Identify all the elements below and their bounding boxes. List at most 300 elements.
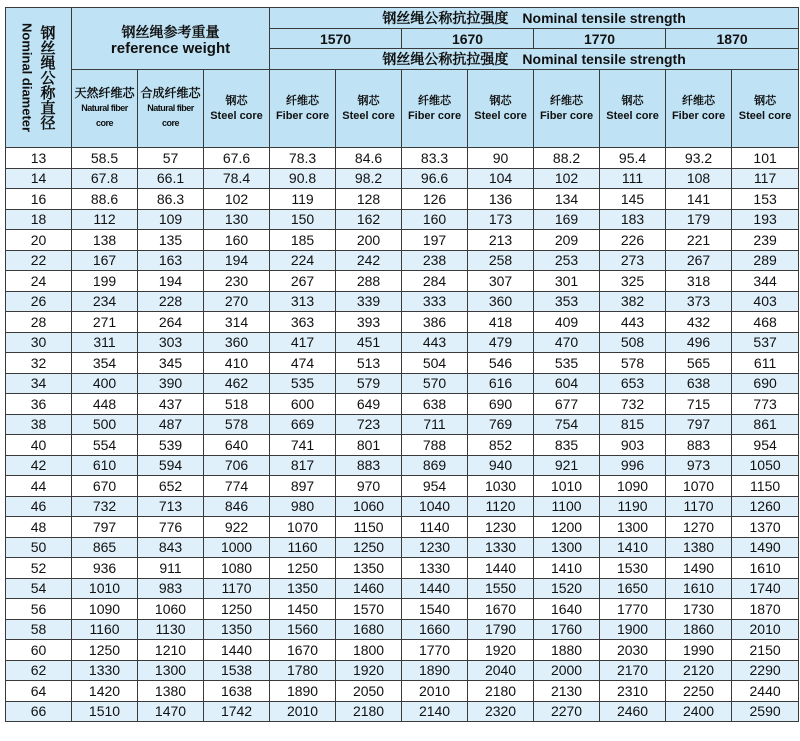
value-cell: 1120 [468,496,534,517]
value-cell: 288 [336,271,402,292]
value-cell: 1570 [336,599,402,620]
value-cell: 797 [72,517,138,538]
value-cell: 270 [204,291,270,312]
value-cell: 980 [270,496,336,517]
value-cell: 797 [666,414,732,435]
value-cell: 1160 [270,537,336,558]
table-row [6,517,799,538]
diameter-en-label: Nominal diameter [19,22,35,133]
value-cell: 209 [534,230,600,251]
value-cell: 58.5 [72,148,138,169]
value-cell: 1210 [138,640,204,661]
value-cell: 852 [468,435,534,456]
value-cell: 1460 [336,578,402,599]
value-cell: 199 [72,271,138,292]
value-cell: 314 [204,312,270,333]
diameter-cell: 22 [6,250,72,271]
value-cell: 1610 [732,558,799,579]
value-cell: 535 [534,353,600,374]
value-cell: 846 [204,496,270,517]
table-row [6,168,799,189]
value-cell: 238 [402,250,468,271]
value-cell: 713 [138,496,204,517]
value-cell: 579 [336,373,402,394]
diameter-cell: 30 [6,332,72,353]
value-cell: 578 [600,353,666,374]
table-row [6,476,799,497]
value-cell: 869 [402,455,468,476]
value-cell: 1250 [204,599,270,620]
value-cell: 1370 [732,517,799,538]
value-cell: 1160 [72,619,138,640]
table-row [6,353,799,374]
diameter-cell: 40 [6,435,72,456]
value-cell: 954 [402,476,468,497]
value-cell: 600 [270,394,336,415]
value-cell: 1510 [72,701,138,722]
value-cell: 2310 [600,681,666,702]
fiber-core-header-1570 [270,70,336,148]
value-cell: 1900 [600,619,666,640]
steel-core-header-1670 [468,70,534,148]
value-cell: 160 [204,230,270,251]
diameter-cell: 48 [6,517,72,538]
value-cell: 88.6 [72,189,138,210]
value-cell: 273 [600,250,666,271]
table-row [6,230,799,251]
value-cell: 903 [600,435,666,456]
table-row [6,537,799,558]
natural-fiber-en: Natural fiber core [81,103,128,128]
value-cell: 303 [138,332,204,353]
value-cell: 1350 [270,578,336,599]
table-row [6,414,799,435]
diameter-cell: 32 [6,353,72,374]
value-cell: 1140 [402,517,468,538]
table-row [6,394,799,415]
value-cell: 711 [402,414,468,435]
value-cell: 1410 [534,558,600,579]
value-cell: 2590 [732,701,799,722]
steel-cn: 钢芯 [754,94,777,107]
value-cell: 230 [204,271,270,292]
value-cell: 936 [72,558,138,579]
value-cell: 1300 [534,537,600,558]
value-cell: 160 [402,209,468,230]
value-cell: 537 [732,332,799,353]
diameter-cell: 16 [6,189,72,210]
value-cell: 1760 [534,619,600,640]
reference-weight-header [72,8,270,70]
value-cell: 1100 [534,496,600,517]
value-cell: 128 [336,189,402,210]
fiber-en: Fiber core [671,109,726,122]
value-cell: 1450 [270,599,336,620]
value-cell: 669 [270,414,336,435]
diameter-cell: 66 [6,701,72,722]
table-row [6,148,799,169]
value-cell: 228 [138,291,204,312]
value-cell: 267 [270,271,336,292]
value-cell: 1560 [270,619,336,640]
value-cell: 409 [534,312,600,333]
value-cell: 1090 [600,476,666,497]
value-cell: 84.6 [336,148,402,169]
value-cell: 145 [600,189,666,210]
steel-en: Steel core [606,109,659,122]
value-cell: 90 [468,148,534,169]
value-cell: 954 [732,435,799,456]
value-cell: 242 [336,250,402,271]
value-cell: 226 [600,230,666,251]
value-cell: 194 [138,271,204,292]
value-cell: 1790 [468,619,534,640]
value-cell: 267 [666,250,732,271]
value-cell: 271 [72,312,138,333]
synthetic-fiber-en: Natural fiber core [147,103,194,128]
value-cell: 183 [600,209,666,230]
value-cell: 417 [270,332,336,353]
value-cell: 640 [204,435,270,456]
value-cell: 432 [666,312,732,333]
value-cell: 983 [138,578,204,599]
value-cell: 135 [138,230,204,251]
value-cell: 1230 [402,537,468,558]
value-cell: 67.8 [72,168,138,189]
steel-en: Steel core [738,109,792,122]
fiber-core-header-1870 [666,70,732,148]
value-cell: 1520 [534,578,600,599]
value-cell: 403 [732,291,799,312]
diameter-cell: 58 [6,619,72,640]
value-cell: 815 [600,414,666,435]
value-cell: 487 [138,414,204,435]
tensile-strength-header: 钢丝绳公称抗拉强度 Nominal tensile strength [270,8,799,29]
value-cell: 318 [666,271,732,292]
value-cell: 1670 [468,599,534,620]
diameter-cell: 36 [6,394,72,415]
value-cell: 1920 [336,660,402,681]
table-row [6,435,799,456]
value-cell: 1330 [402,558,468,579]
value-cell: 817 [270,455,336,476]
value-cell: 865 [72,537,138,558]
value-cell: 1350 [204,619,270,640]
value-cell: 141 [666,189,732,210]
value-cell: 801 [336,435,402,456]
value-cell: 325 [600,271,666,292]
value-cell: 451 [336,332,402,353]
value-cell: 706 [204,455,270,476]
value-cell: 2130 [534,681,600,702]
value-cell: 1470 [138,701,204,722]
value-cell: 835 [534,435,600,456]
fiber-en: Fiber core [539,109,594,122]
value-cell: 311 [72,332,138,353]
value-cell: 57 [138,148,204,169]
fiber-cn: 纤维芯 [550,94,584,107]
value-cell: 253 [534,250,600,271]
synthetic-fiber-core-header [138,70,204,148]
value-cell: 1660 [402,619,468,640]
value-cell: 83.3 [402,148,468,169]
value-cell: 1150 [732,476,799,497]
value-cell: 108 [666,168,732,189]
value-cell: 715 [666,394,732,415]
value-cell: 193 [732,209,799,230]
value-cell: 535 [270,373,336,394]
value-cell: 1300 [138,660,204,681]
value-cell: 2030 [600,640,666,661]
value-cell: 462 [204,373,270,394]
value-cell: 741 [270,435,336,456]
value-cell: 90.8 [270,168,336,189]
value-cell: 78.4 [204,168,270,189]
value-cell: 911 [138,558,204,579]
value-cell: 604 [534,373,600,394]
table-row [6,619,799,640]
table-row [6,250,799,271]
value-cell: 2180 [336,701,402,722]
value-cell: 200 [336,230,402,251]
value-cell: 776 [138,517,204,538]
value-cell: 284 [402,271,468,292]
value-cell: 611 [732,353,799,374]
value-cell: 1420 [72,681,138,702]
value-cell: 1870 [732,599,799,620]
value-cell: 565 [666,353,732,374]
value-cell: 1010 [72,578,138,599]
value-cell: 2320 [468,701,534,722]
value-cell: 732 [600,394,666,415]
value-cell: 1230 [468,517,534,538]
value-cell: 393 [336,312,402,333]
value-cell: 167 [72,250,138,271]
weight-en-label: reference weight [110,39,231,57]
value-cell: 339 [336,291,402,312]
steel-cn: 钢芯 [621,94,644,107]
value-cell: 101 [732,148,799,169]
value-cell: 1860 [666,619,732,640]
diameter-cell: 44 [6,476,72,497]
diameter-cell: 60 [6,640,72,661]
value-cell: 1060 [336,496,402,517]
value-cell: 169 [534,209,600,230]
value-cell: 690 [468,394,534,415]
value-cell: 1030 [468,476,534,497]
value-cell: 690 [732,373,799,394]
value-cell: 578 [204,414,270,435]
table-row [6,455,799,476]
value-cell: 109 [138,209,204,230]
value-cell: 883 [336,455,402,476]
value-cell: 546 [468,353,534,374]
wire-rope-weight-strength-table [5,7,799,722]
value-cell: 102 [204,189,270,210]
table-row [6,373,799,394]
table-row [6,681,799,702]
value-cell: 1150 [336,517,402,538]
value-cell: 897 [270,476,336,497]
fiber-core-header-1670 [402,70,468,148]
value-cell: 443 [402,332,468,353]
value-cell: 1540 [402,599,468,620]
value-cell: 1440 [468,558,534,579]
value-cell: 2010 [402,681,468,702]
value-cell: 554 [72,435,138,456]
value-cell: 2270 [534,701,600,722]
value-cell: 185 [270,230,336,251]
value-cell: 1250 [72,640,138,661]
value-cell: 973 [666,455,732,476]
fiber-cn: 纤维芯 [286,94,320,107]
fiber-cn: 纤维芯 [682,94,716,107]
value-cell: 1200 [534,517,600,538]
table-row [6,271,799,292]
steel-cn: 钢芯 [489,94,512,107]
table-row [6,701,799,722]
value-cell: 2400 [666,701,732,722]
value-cell: 2180 [468,681,534,702]
value-cell: 1730 [666,599,732,620]
table-row [6,578,799,599]
value-cell: 1190 [600,496,666,517]
value-cell: 150 [270,209,336,230]
diameter-cell: 42 [6,455,72,476]
steel-core-header [204,70,270,148]
diameter-cell: 62 [6,660,72,681]
value-cell: 769 [468,414,534,435]
value-cell: 1440 [204,640,270,661]
table-row [6,291,799,312]
value-cell: 1000 [204,537,270,558]
value-cell: 2140 [402,701,468,722]
value-cell: 360 [468,291,534,312]
fiber-cn: 纤维芯 [418,94,452,107]
value-cell: 1060 [138,599,204,620]
value-cell: 1740 [732,578,799,599]
value-cell: 289 [732,250,799,271]
value-cell: 670 [72,476,138,497]
steel-en: Steel core [210,109,263,122]
value-cell: 774 [204,476,270,497]
value-cell: 363 [270,312,336,333]
value-cell: 1890 [402,660,468,681]
value-cell: 843 [138,537,204,558]
value-cell: 134 [534,189,600,210]
value-cell: 1380 [666,537,732,558]
value-cell: 1490 [666,558,732,579]
diameter-cell: 24 [6,271,72,292]
value-cell: 1380 [138,681,204,702]
value-cell: 1300 [600,517,666,538]
value-cell: 1270 [666,517,732,538]
value-cell: 136 [468,189,534,210]
value-cell: 2120 [666,660,732,681]
value-cell: 513 [336,353,402,374]
value-cell: 173 [468,209,534,230]
steel-cn: 钢芯 [225,94,248,107]
value-cell: 504 [402,353,468,374]
table-row [6,189,799,210]
value-cell: 138 [72,230,138,251]
value-cell: 400 [72,373,138,394]
value-cell: 1170 [666,496,732,517]
value-cell: 111 [600,168,666,189]
diameter-cell: 38 [6,414,72,435]
steel-core-header-1870 [732,70,799,148]
value-cell: 2150 [732,640,799,661]
value-cell: 117 [732,168,799,189]
value-cell: 213 [468,230,534,251]
value-cell: 470 [534,332,600,353]
diameter-cell: 46 [6,496,72,517]
fiber-en: Fiber core [407,109,462,122]
value-cell: 112 [72,209,138,230]
value-cell: 940 [468,455,534,476]
value-cell: 126 [402,189,468,210]
natural-fiber-core-header [72,70,138,148]
table-body [6,148,799,722]
table-row [6,496,799,517]
value-cell: 1550 [468,578,534,599]
value-cell: 1742 [204,701,270,722]
value-cell: 1010 [534,476,600,497]
value-cell: 2460 [600,701,666,722]
value-cell: 539 [138,435,204,456]
value-cell: 1050 [732,455,799,476]
value-cell: 788 [402,435,468,456]
fiber-core-header-1770 [534,70,600,148]
value-cell: 418 [468,312,534,333]
value-cell: 333 [402,291,468,312]
value-cell: 373 [666,291,732,312]
value-cell: 732 [72,496,138,517]
diameter-cell: 26 [6,291,72,312]
value-cell: 1490 [732,537,799,558]
value-cell: 95.4 [600,148,666,169]
diameter-cell: 14 [6,168,72,189]
value-cell: 1670 [270,640,336,661]
value-cell: 1130 [138,619,204,640]
value-cell: 2440 [732,681,799,702]
value-cell: 163 [138,250,204,271]
value-cell: 638 [666,373,732,394]
value-cell: 861 [732,414,799,435]
diameter-cell: 54 [6,578,72,599]
value-cell: 2050 [336,681,402,702]
diameter-cell: 20 [6,230,72,251]
value-cell: 1250 [336,537,402,558]
value-cell: 638 [402,394,468,415]
value-cell: 883 [666,435,732,456]
diameter-cell: 18 [6,209,72,230]
grade-1670: 1670 [402,29,534,49]
grade-1570: 1570 [270,29,402,49]
value-cell: 354 [72,353,138,374]
value-cell: 224 [270,250,336,271]
value-cell: 2010 [270,701,336,722]
table-row [6,599,799,620]
diameter-cell: 28 [6,312,72,333]
table-row [6,332,799,353]
value-cell: 1780 [270,660,336,681]
value-cell: 130 [204,209,270,230]
value-cell: 301 [534,271,600,292]
value-cell: 102 [534,168,600,189]
value-cell: 1410 [600,537,666,558]
table-row [6,640,799,661]
